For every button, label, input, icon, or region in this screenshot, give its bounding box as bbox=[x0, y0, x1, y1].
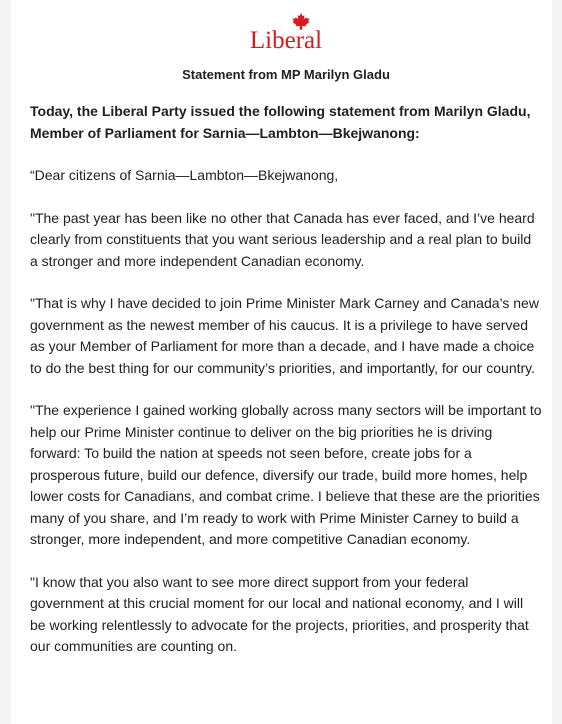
liberal-logo bbox=[30, 0, 542, 54]
paragraph-experience: "The experience I gained working globally across many sectors will be important to help our Prime Minister continue to deliver on the big priorities he is driving forward: To build the nation at speeds not seen before, create jobs for a prosperous future, build our defence, diversify our trade, build more homes, help lower costs for Canadians, and combat crime. I believe that these are the priorities many of you share, and I’m ready to work with Prime Minister Carney to build a stronger, more independent, and more competitive Canadian economy. bbox=[30, 402, 542, 547]
statement-title: Statement from MP Marilyn Gladu bbox=[182, 67, 390, 82]
paragraph-salutation: “Dear citizens of Sarnia—Lambton—Bkejwanong, bbox=[30, 167, 339, 183]
paragraph-joining-caucus: "That is why I have decided to join Prime Minister Mark Carney and Canada’s new government as the newest member of his caucus. It is a privilege to have served as your Member of Parliament for more than a decade, and I have made a choice to do the best thing for our community’s priorities, and importantly, for our country. bbox=[30, 295, 539, 376]
email-body bbox=[11, 0, 552, 724]
paragraph-past-year: "The past year has been like no other that Canada has ever faced, and I’ve heard clearly from constituents that you want serious leadership and a real plan to build a stronger and more independent Canadian economy. bbox=[30, 209, 535, 269]
maple-leaf-logo-icon bbox=[240, 12, 332, 52]
statement-lead: Today, the Liberal Party issued the following statement from Marilyn Gladu, Member of Parliament for Sarnia—Lambton—Bkejwanong: bbox=[30, 103, 531, 141]
logo-wordmark: Liberal bbox=[249, 27, 323, 52]
paragraph-federal-support: "I know that you also want to see more direct support from your federal government at this crucial moment for our local and national economy, and I will be working relentlessly to advocate for the projects, priorities, and prosperity that our communities are counting on. bbox=[30, 573, 529, 654]
